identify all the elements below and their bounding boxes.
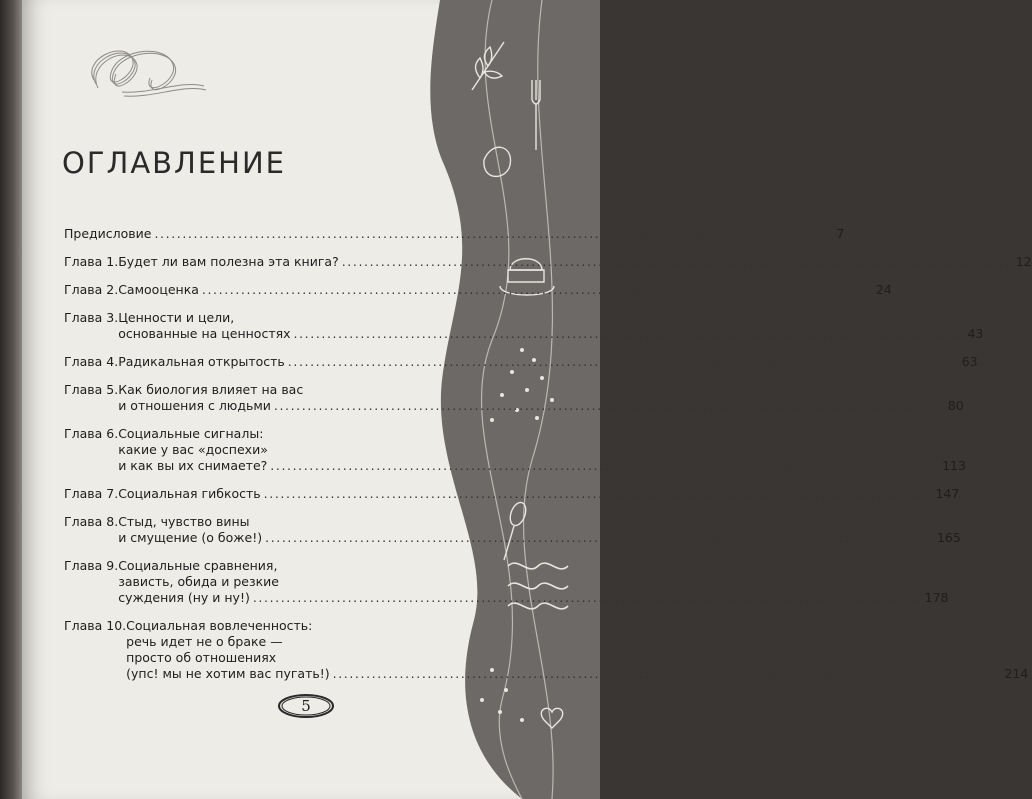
toc-entry: [64, 310, 984, 342]
toc-title-line: Предисловие: [64, 226, 152, 241]
toc-entry: [64, 618, 1029, 682]
toc-chapter-label: Глава 1.: [64, 254, 119, 269]
scribble-icon: [92, 51, 206, 96]
toc-chapter-label: Глава 9.: [64, 558, 119, 573]
toc-title-line: Радикальная открытость: [118, 354, 285, 369]
toc-page-number: 24: [875, 282, 892, 297]
toc-entry: [64, 486, 960, 502]
toc-leader-dots: [202, 282, 871, 298]
toc-entry: [64, 514, 961, 546]
toc-title-line: речь идет не о браке —: [126, 634, 283, 649]
book-page: [22, 0, 1032, 799]
toc-leader-dots: [253, 590, 922, 606]
toc-title-line: Стыд, чувство вины: [118, 514, 250, 529]
toc-entry: [64, 354, 978, 370]
toc-page-number: 63: [961, 354, 978, 369]
page-title: ОГЛАВЛЕНИЕ: [62, 146, 287, 180]
toc-page-number: 43: [967, 326, 984, 341]
toc-title-line: и смущение (о боже!): [118, 530, 263, 545]
toc-title-line: и отношения с людьми: [118, 398, 271, 413]
toc-chapter-label: Глава 5.: [64, 382, 119, 397]
toc-chapter-label: Глава 2.: [64, 282, 119, 297]
toc-leader-dots: [265, 530, 934, 546]
table-of-contents: [64, 226, 1032, 694]
toc-page-number: 7: [836, 226, 845, 241]
toc-chapter-label: Глава 6.: [64, 426, 119, 441]
toc-entry: [64, 226, 845, 242]
toc-leader-dots: [342, 254, 1011, 270]
toc-entry: [64, 282, 892, 298]
toc-leader-dots: [264, 486, 933, 502]
toc-title-line: Ценности и цели,: [118, 310, 235, 325]
toc-chapter-label: Глава 4.: [64, 354, 119, 369]
toc-entry: [64, 382, 964, 414]
toc-chapter-label: Глава 3.: [64, 310, 119, 325]
toc-leader-dots: [274, 398, 943, 414]
toc-leader-dots: [288, 354, 957, 370]
toc-title-line: Социальные сравнения,: [118, 558, 278, 573]
toc-title-line: суждения (ну и ну!): [118, 590, 250, 605]
toc-leader-dots: [154, 226, 823, 242]
toc-title-line: зависть, обида и резкие: [118, 574, 279, 589]
toc-title-line: Социальные сигналы:: [118, 426, 264, 441]
toc-page-number: 165: [936, 530, 961, 545]
toc-page-number: 12: [1015, 254, 1032, 269]
toc-title-line: Будет ли вам полезна эта книга?: [118, 254, 339, 269]
toc-title-line: просто об отношениях: [126, 650, 277, 665]
toc-page-number: 178: [924, 590, 949, 605]
toc-title-line: Социальная гибкость: [118, 486, 261, 501]
toc-title-line: Как биология влияет на вас: [118, 382, 304, 397]
book-spine-edge: [0, 0, 22, 799]
toc-title-line: Социальная вовлеченность:: [126, 618, 313, 633]
toc-title-line: и как вы их снимаете?: [118, 458, 268, 473]
toc-entry: [64, 558, 949, 606]
page-number-text: 5: [301, 697, 311, 715]
toc-leader-dots: [294, 326, 963, 342]
toc-title-line: Самооценка: [118, 282, 199, 297]
toc-page-number: 113: [942, 458, 966, 473]
toc-title-line: (упс! мы не хотим вас пугать!): [126, 666, 330, 681]
toc-leader-dots: [270, 458, 939, 474]
toc-page-number: 147: [935, 486, 960, 501]
toc-page-number: 80: [947, 398, 964, 413]
toc-entry: [64, 254, 1032, 270]
toc-entry: [64, 426, 966, 474]
toc-title-line: какие у вас «доспехи»: [118, 442, 268, 457]
toc-chapter-label: Глава 10.: [64, 618, 127, 633]
toc-page-number: 214: [1004, 666, 1029, 681]
page-number: [276, 690, 336, 722]
toc-leader-dots: [333, 666, 1002, 682]
toc-title-line: основанные на ценностях: [118, 326, 291, 341]
toc-chapter-label: Глава 7.: [64, 486, 119, 501]
toc-chapter-label: Глава 8.: [64, 514, 119, 529]
